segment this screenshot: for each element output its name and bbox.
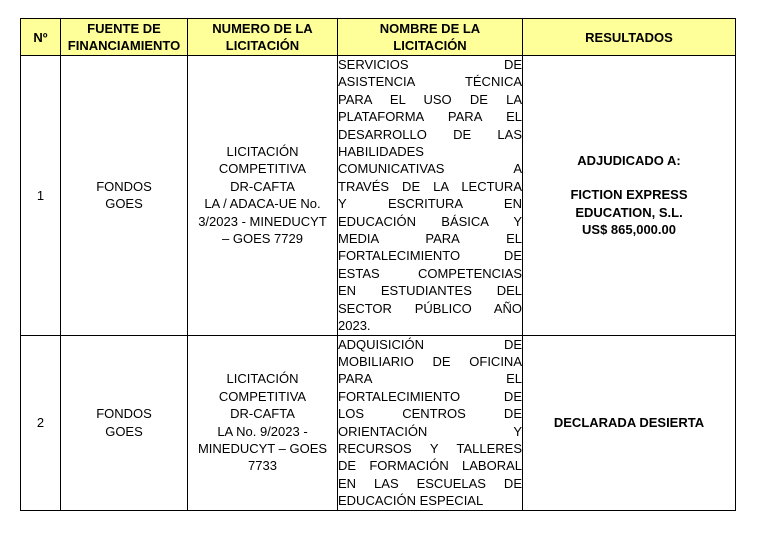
cell-num: 2 <box>21 335 61 510</box>
cell-num: 1 <box>21 56 61 336</box>
header-resultados: RESULTADOS <box>523 19 736 56</box>
table-row <box>21 335 736 510</box>
header-numero: NUMERO DE LA LICITACIÓN <box>188 19 338 56</box>
cell-fuente: FONDOS GOES <box>61 56 188 336</box>
header-row <box>21 19 736 56</box>
table-row <box>21 56 736 336</box>
cell-resultado: DECLARADA DESIERTA <box>523 335 736 510</box>
cell-numero: LICITACIÓN COMPETITIVA DR-CAFTA LA / ADACA-UE No. 3/2023 - MINEDUCYT – GOES 7729 <box>188 56 338 336</box>
cell-nombre: SERVICIOS DE ASISTENCIA TÉCNICA PARA EL USO DE LA PLATAFORMA PARA EL DESARROLLO DE LAS HABILIDADES COMUNICATIVAS A TRAVÉS DE LA LECTURA Y ESCRITURA EN EDUCACIÓN BÁSICA Y MEDIA PARA EL FORTALECIMIENTO DE ESTAS COMPETENCIAS EN ESTUDIANTES DEL SECTOR PÚBLICO AÑO 2023. <box>338 57 522 334</box>
header-fuente: FUENTE DE FINANCIAMIENTO <box>61 19 188 56</box>
cell-numero: LICITACIÓN COMPETITIVA DR-CAFTA LA No. 9/2023 - MINEDUCYT – GOES 7733 <box>188 335 338 510</box>
header-num: Nº <box>21 19 61 56</box>
cell-nombre: ADQUISICIÓN DE MOBILIARIO DE OFICINA PARA EL FORTALECIMIENTO DE LOS CENTROS DE ORIENTACIÓN Y RECURSOS Y TALLERES DE FORMACIÓN LABORAL EN LAS ESCUELAS DE EDUCACIÓN ESPECIAL <box>338 336 522 509</box>
cell-resultado: ADJUDICADO A: FICTION EXPRESS EDUCATION, S.L. US$ 865,000.00 <box>523 56 736 336</box>
header-nombre: NOMBRE DE LA LICITACIÓN <box>338 19 523 56</box>
licitaciones-table <box>20 18 736 511</box>
cell-fuente: FONDOS GOES <box>61 335 188 510</box>
